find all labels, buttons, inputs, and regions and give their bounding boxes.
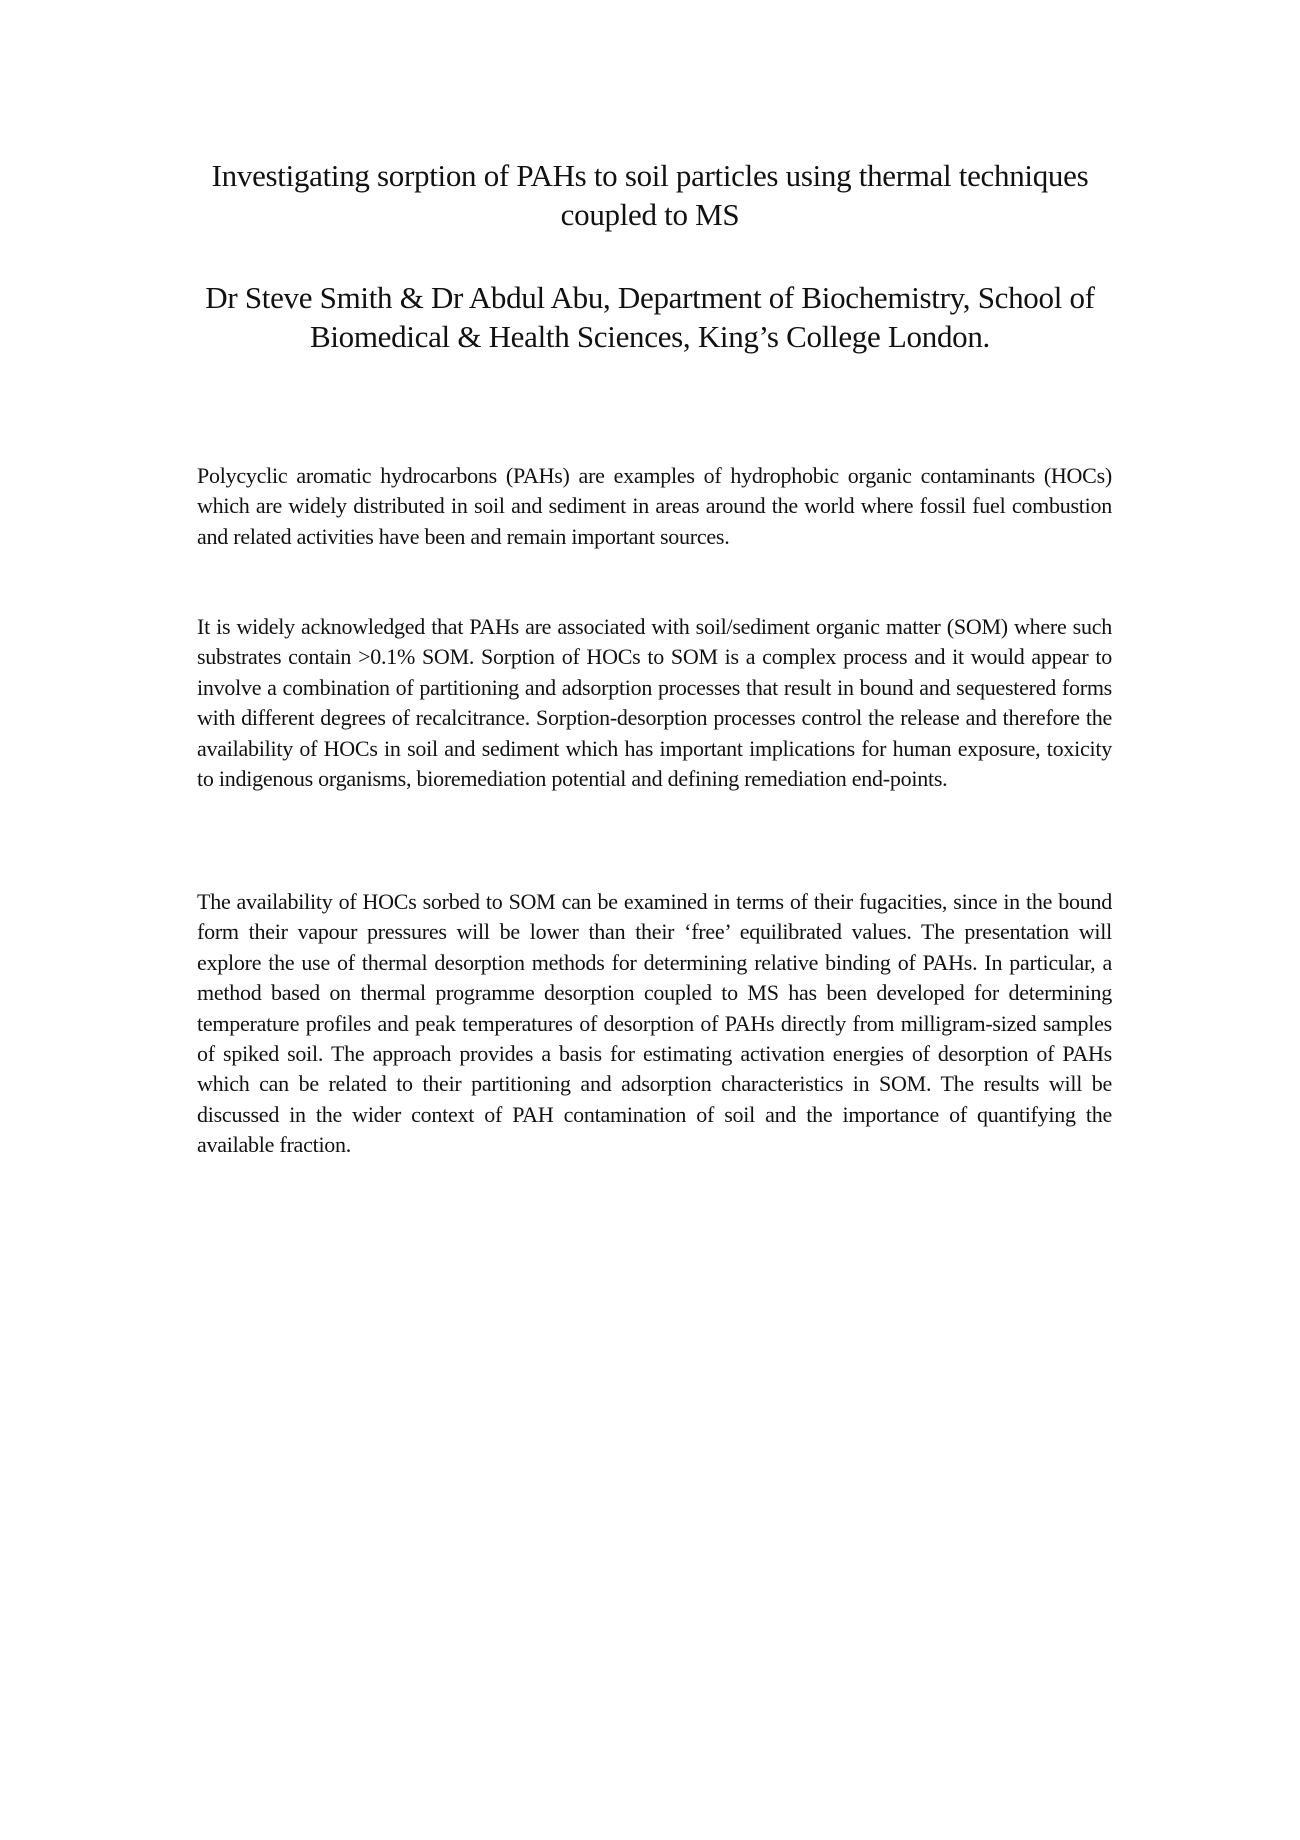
document-title: Investigating sorption of PAHs to soil particles using thermal techniques coupled to MS xyxy=(211,158,1089,232)
author-affiliation: Dr Steve Smith & Dr Abdul Abu, Department of Biochemistry, School of Biomedical & Health Sciences, King’s College London. xyxy=(205,280,1095,354)
abstract-paragraph-3: The availability of HOCs sorbed to SOM can be examined in terms of their fugacities, since in the bound form their vapour pressures will be lower than their ‘free’ equilibrated values. The presentation will explore the use of thermal desorption methods for determining relative binding of PAHs. In particular, a method based on thermal programme desorption coupled to MS has been developed for determining temperature profiles and peak temperatures of desorption of PAHs directly from milligram-sized samples of spiked soil. The approach provides a basis for estimating activation energies of desorption of PAHs which can be related to their partitioning and adsorption characteristics in SOM. The results will be discussed in the wider context of PAH contamination of soil and the importance of quantifying the available fraction. xyxy=(197,889,1112,1158)
abstract-paragraph-2: It is widely acknowledged that PAHs are associated with soil/sediment organic matter (SOM) where such substrates contain >0.1% SOM. Sorption of HOCs to SOM is a complex process and it would appear to involve a combination of partitioning and adsorption processes that result in bound and sequestered forms with different degrees of recalcitrance. Sorption-desorption processes control the release and therefore the availability of HOCs in soil and sediment which has important implications for human exposure, toxicity to indigenous organisms, bioremediation potential and defining remediation end-points. xyxy=(197,614,1112,792)
abstract-paragraph-1: Polycyclic aromatic hydrocarbons (PAHs) are examples of hydrophobic organic contaminants (HOCs) which are widely distributed in soil and sediment in areas around the world where fossil fuel combustion and related activities have been and remain important sources. xyxy=(197,463,1112,549)
